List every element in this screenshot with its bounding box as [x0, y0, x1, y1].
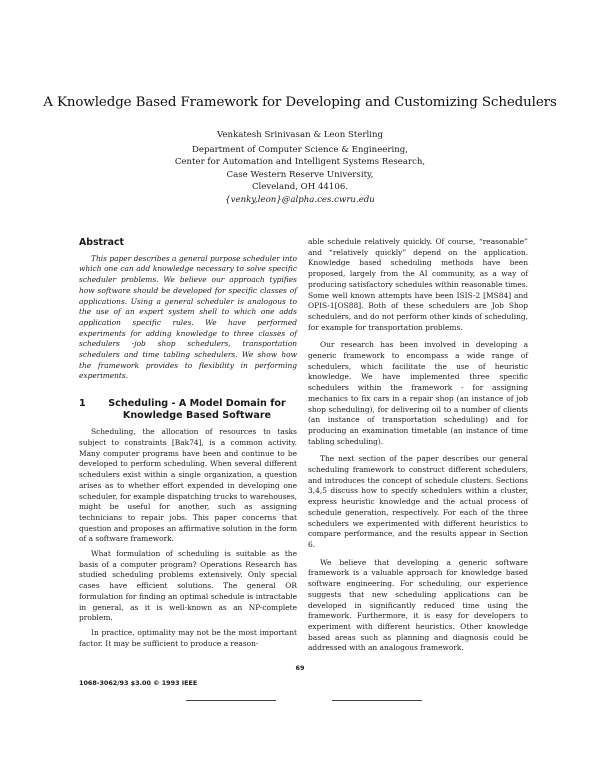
- abstract-heading: Abstract: [79, 237, 125, 248]
- abstract-text: This paper describes a general purpose scheduler into which one can add knowledge necessary to solve specific scheduler problems. We believe our approach typifies how software should be developed for specific classes of applications. Using a general scheduler is analogous to the use of an expert system shell to which one adds application specific rules. We have performed experiments for adding knowledge to three classes of schedulers -job shop schedulers, transportation schedulers and time tabling schedulers. We show how the framework provides to flexibility in performing experiments.: [79, 253, 297, 381]
- body-paragraph: able schedule relatively quickly. Of course, “reasonable” and “relatively quickly” depend on the application. Knowledge based scheduling methods have been proposed, largely from the AI community, as a way of producing satisfactory schedules within reasonable times. Some well known attempts have been ISIS-2 [MS84] and OPIS-1[OS88]. Both of these schedulers are Job Shop schedulers, and do not perform other kinds of scheduling, for example for transportation problems.: [308, 237, 528, 332]
- body-paragraph: The next section of the paper describes our general scheduling framework to construct different schedulers, and introduces the concept of schedule clusters. Sections 3,4,5 discuss how to specify schedulers within a cluster, express heuristic knowledge and the actual process of schedule generation, respectively. For each of the three schedulers we experimented with different heuristics to compare performance, and the results appear in Section 6.: [308, 454, 528, 549]
- section-heading: [79, 398, 297, 421]
- page-number: 69: [295, 664, 305, 672]
- body-paragraph: We believe that developing a generic software framework is a valuable approach for knowledge based software engineering. For scheduling, our experience suggests that new scheduling applications can be developed in significantly reduced time using the framework. Furthermore, it is easy for developers to experiment with different heuristics. Other knowledge based areas such as planning and diagnosis could be addressed with an analogous framework.: [308, 557, 528, 653]
- copyright-notice: 1068-3062/93 $3.00 © 1993 IEEE: [79, 679, 198, 687]
- body-paragraph: Our research has been involved in developing a generic framework to encompass a wide range of schedulers, which facilitate the use of heuristic knowledge. We have implemented three specific schedulers within the framework - for assigning mechanics to fix cars in a repair shop (an instance of job shop scheduling), for delivering oil to a number of clients (an instance of transportation scheduling) and for producing an examination timetable (an instance of time tabling scheduling).: [308, 340, 528, 446]
- affiliation-line: Center for Automation and Intelligent Systems Research,: [174, 157, 426, 168]
- author-names: Venkatesh Srinivasan & Leon Sterling: [216, 130, 384, 140]
- body-paragraph: Scheduling, the allocation of resources to tasks subject to constraints [Bak74], is a common activity. Many computer programs have been and continue to be developed to perform scheduling. When several different schedulers exist within a single organization, a question arises as to whether effort expended in developing one scheduler, for example dispatching trucks to warehouses, might be useful for another, such as assigning technicians to repair jobs. This paper concerns that question and proposes an affirmative solution in the form of a software framework.: [79, 427, 297, 544]
- right-column: [308, 237, 528, 661]
- section-number: 1: [79, 398, 86, 410]
- affiliation-line: Case Western Reserve University,: [226, 169, 374, 180]
- footer-rule: [332, 700, 422, 701]
- left-column: [79, 238, 297, 653]
- author-email: {venky,leon}@alpha.ces.cwru.edu: [225, 194, 375, 205]
- body-paragraph: What formulation of scheduling is suitable as the basis of a computer program? Operations Research has studied scheduling problems extensively. Only special cases have efficient solutions. The general OR formulation for finding an optimal schedule is intractable in general, as it is well-known as an NP-complete problem.: [79, 549, 297, 623]
- body-paragraph: In practice, optimality may not be the most important factor. It may be sufficient to produce a reason-: [79, 627, 297, 648]
- footer-rule: [186, 700, 276, 701]
- affiliation-line: Department of Computer Science & Engineering,: [192, 145, 408, 155]
- paper-title: A Knowledge Based Framework for Developing and Customizing Schedulers: [43, 95, 557, 110]
- section-title: Scheduling - A Model Domain for Knowledge Based Software: [108, 398, 286, 421]
- author-affiliation: [0, 144, 600, 206]
- affiliation-line: Cleveland, OH 44106.: [251, 182, 349, 193]
